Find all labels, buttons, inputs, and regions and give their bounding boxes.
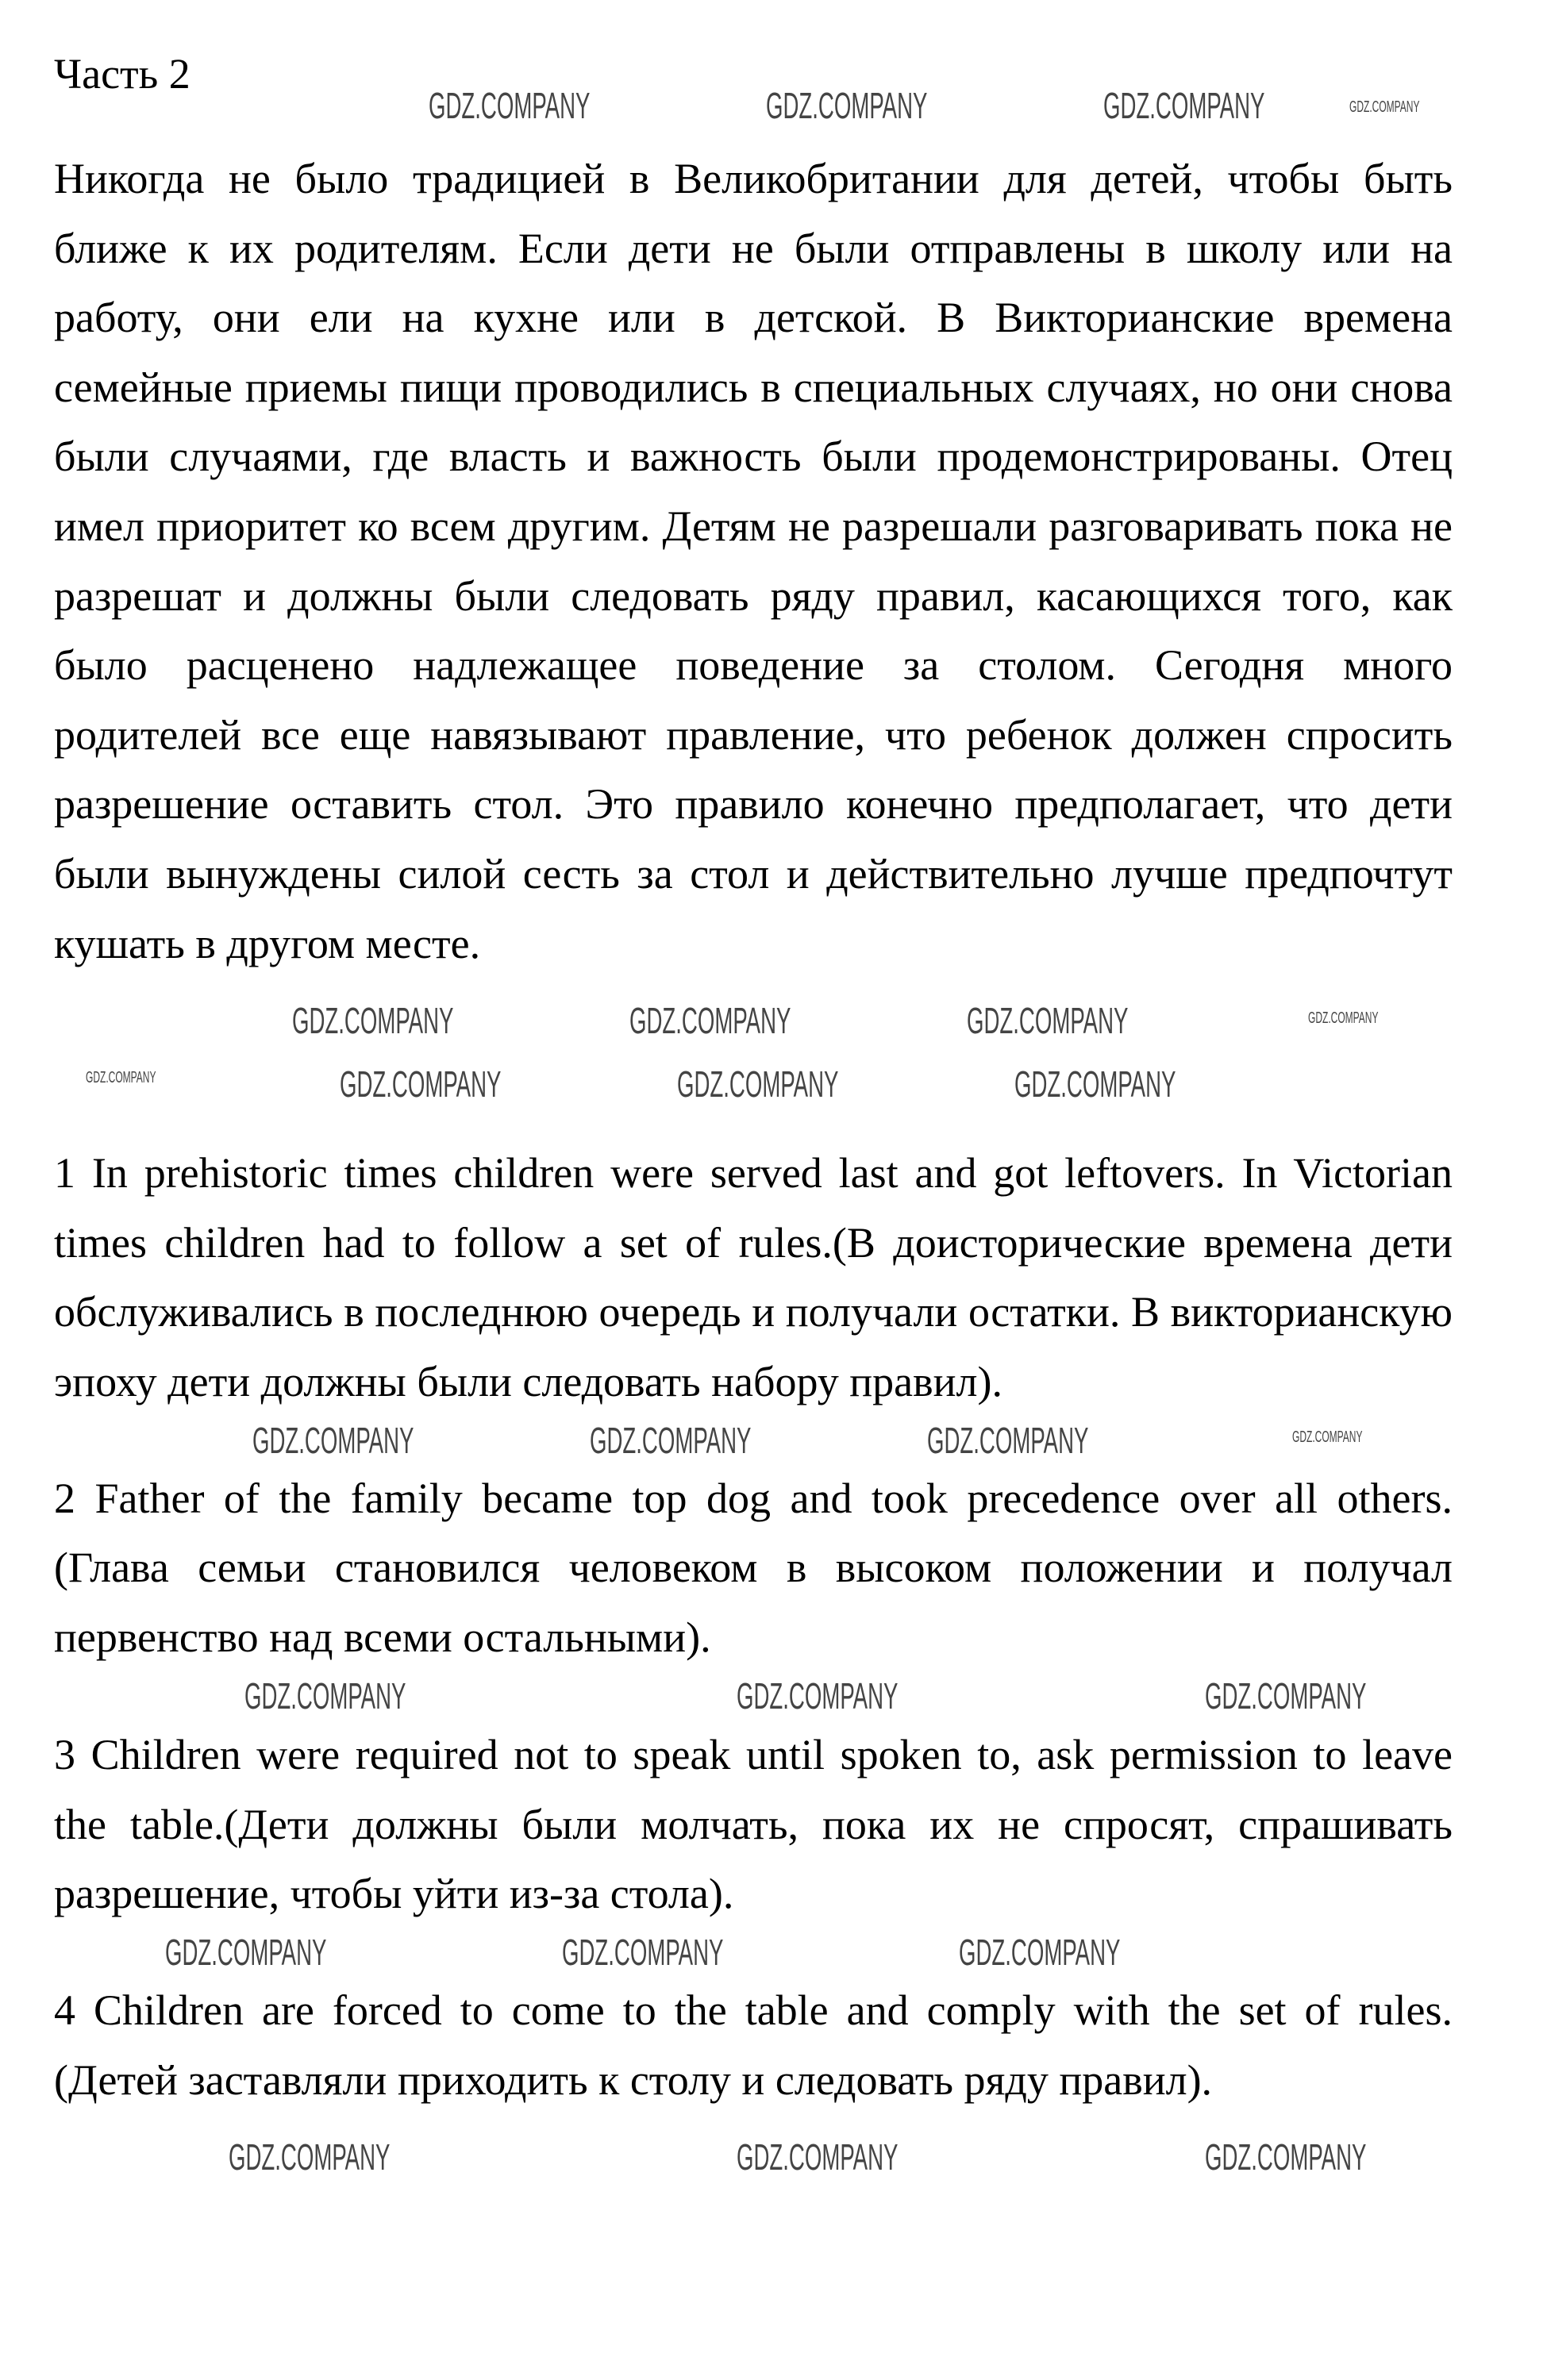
watermark-gap	[54, 979, 1453, 1139]
watermark: GDZ.COMPANY	[629, 1000, 791, 1042]
watermark: GDZ.COMPANY	[292, 1000, 454, 1042]
watermark: GDZ.COMPANY	[677, 1063, 839, 1105]
answer-2: 2 Father of the family became top dog and took precedence over all others.(Глава семьи становился человеком в высоком положении и получал первенство над всеми остальными).	[54, 1474, 1453, 1661]
watermark: GDZ.COMPANY	[959, 1932, 1121, 1974]
section-title: Часть 2	[54, 50, 190, 98]
watermark-gap	[54, 1417, 1453, 1464]
watermark: GDZ.COMPANY	[590, 1419, 752, 1461]
watermark: GDZ.COMPANY	[927, 1419, 1089, 1461]
watermark: GDZ.COMPANY	[766, 85, 928, 126]
watermark: GDZ.COMPANY	[1308, 1009, 1379, 1028]
watermark: GDZ.COMPANY	[737, 2136, 899, 2178]
watermark-gap	[54, 1929, 1453, 1976]
watermark: GDZ.COMPANY	[244, 1675, 406, 1717]
watermark: GDZ.COMPANY	[165, 1932, 327, 1974]
watermark: GDZ.COMPANY	[340, 1063, 502, 1105]
content-flow	[54, 144, 1453, 2194]
answer-4: 4 Children are forced to come to the table and comply with the set of rules.(Детей заставляли приходить к столу и следовать ряду правил).	[54, 1986, 1453, 2104]
watermark: GDZ.COMPANY	[1014, 1063, 1176, 1105]
watermark: GDZ.COMPANY	[1205, 1675, 1367, 1717]
watermark: GDZ.COMPANY	[229, 2136, 391, 2178]
watermark: GDZ.COMPANY	[562, 1932, 724, 1974]
watermark: GDZ.COMPANY	[1205, 2136, 1367, 2178]
watermark: GDZ.COMPANY	[1292, 1428, 1363, 1446]
watermark: GDZ.COMPANY	[1103, 85, 1265, 126]
answer-3: 3 Children were required not to speak until spoken to, ask permission to leave the table.(Дети должны были молчать, пока их не спросят, спрашивать разрешение, чтобы уйти из-за стола).	[54, 1731, 1453, 1918]
watermark: GDZ.COMPANY	[86, 1069, 156, 1087]
watermark: GDZ.COMPANY	[967, 1000, 1129, 1042]
watermark: GDZ.COMPANY	[1349, 98, 1420, 116]
watermark-gap	[54, 1672, 1453, 1721]
watermark-gap	[54, 2115, 1453, 2194]
watermark: GDZ.COMPANY	[252, 1419, 414, 1461]
answer-1: 1 In prehistoric times children were served last and got leftovers. In Victorian times children had to follow a set of rules.(В доисторические времена дети обслуживались в последнюю очередь и получали остатки. В викторианскую эпоху дети должны были следовать набору правил).	[54, 1149, 1453, 1405]
watermark: GDZ.COMPANY	[737, 1675, 899, 1717]
watermark: GDZ.COMPANY	[429, 85, 591, 126]
russian-paragraph: Никогда не было традицией в Великобритании для детей, чтобы быть ближе к их родителям. Если дети не были отправлены в школу или на работу, они ели на кухне или в детской. В Викторианские времена семейные приемы пищи проводились в специальных случаях, но они снова были случаями, где власть и важность были продемонстрированы. Отец имел приоритет ко всем другим. Детям не разрешали разговаривать пока не разрешат и должны были следовать ряду правил, касающихся того, как было расценено надлежащее поведение за столом. Сегодня много родителей все еще навязывают правление, что ребенок должен спросить разрешение оставить стол. Это правило конечно предполагает, что дети были вынуждены силой сесть за стол и действительно лучше предпочтут кушать в другом месте.	[54, 155, 1453, 967]
